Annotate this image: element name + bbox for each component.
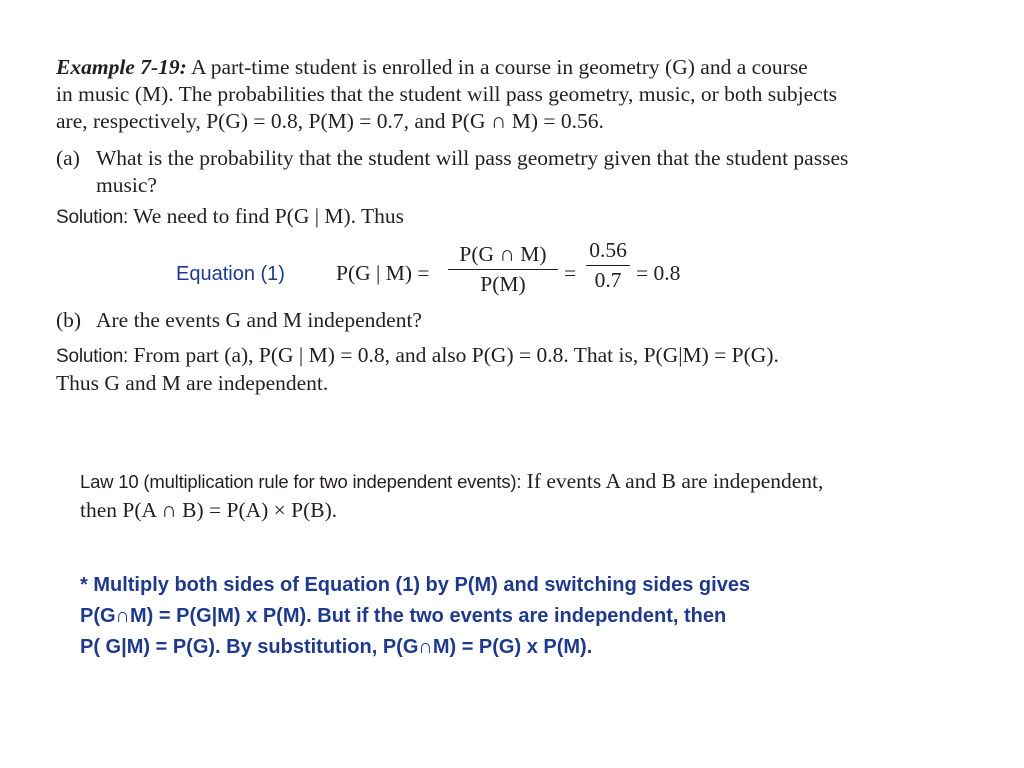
fraction-denominator: P(M) <box>480 272 526 296</box>
note-line-3: P( G|M) = P(G). By substitution, P(G∩M) = P(G) x P(M). <box>80 636 593 658</box>
fraction-value-denominator: 0.7 <box>594 268 622 292</box>
example-line-3: are, respectively, P(G) = 0.8, P(M) = 0.7, and P(G ∩ M) = 0.56. <box>56 109 604 133</box>
solution-b-line-2: Thus G and M are independent. <box>56 371 329 395</box>
equation-result: = 0.8 <box>636 261 681 285</box>
fraction-value-numerator: 0.56 <box>589 238 627 262</box>
solution-b-label: Solution: <box>56 346 129 367</box>
part-a-question <box>56 145 956 199</box>
law-label: Law 10 (multiplication rule for two independent events): <box>80 471 522 492</box>
part-b-label: (b) <box>56 308 82 332</box>
part-a-text <box>96 145 956 199</box>
part-a-line-1: What is the probability that the student will pass geometry given that the student passes <box>96 146 849 170</box>
note-line-2: P(G∩M) = P(G|M) x P(M). But if the two events are independent, then <box>80 605 727 627</box>
fraction-values <box>586 238 630 293</box>
solution-a-label: Solution: <box>56 207 129 228</box>
law-text-1: If events A and B are independent, <box>526 469 824 493</box>
equals-sign: = <box>564 261 577 285</box>
solution-b-line-1 <box>56 342 956 370</box>
law-line-1 <box>80 467 940 496</box>
law-line-2: then P(A ∩ B) = P(A) × P(B). <box>80 498 338 522</box>
part-a-line-2: music? <box>96 173 157 197</box>
note-block <box>80 570 960 663</box>
solution-b <box>56 342 956 397</box>
law-10 <box>80 467 940 524</box>
example-line-2: in music (M). The probabilities that the student will pass geometry, music, or both subjects <box>56 82 838 106</box>
example-text-1: A part-time student is enrolled in a course in geometry (G) and a course <box>190 55 808 79</box>
note-line-1: * Multiply both sides of Equation (1) by P(M) and switching sides gives <box>80 574 751 596</box>
example-line-1 <box>56 54 956 81</box>
equation-tag: Equation (1) <box>176 263 285 285</box>
example-title: Example 7-19: <box>56 55 187 79</box>
part-b-text: Are the events G and M independent? <box>96 308 422 332</box>
part-b-question <box>56 307 956 334</box>
solution-a-text: We need to find P(G | M). Thus <box>133 204 405 228</box>
example-block <box>56 54 956 135</box>
fraction-numerator: P(G ∩ M) <box>459 242 547 266</box>
equation-lhs: P(G | M) = <box>336 261 430 285</box>
solution-b-text-1: From part (a), P(G | M) = 0.8, and also P(G) = 0.8. That is, P(G|M) = P(G). <box>133 343 779 367</box>
fraction-conditional <box>448 242 558 297</box>
part-a-label: (a) <box>56 146 80 170</box>
solution-a <box>56 203 956 231</box>
